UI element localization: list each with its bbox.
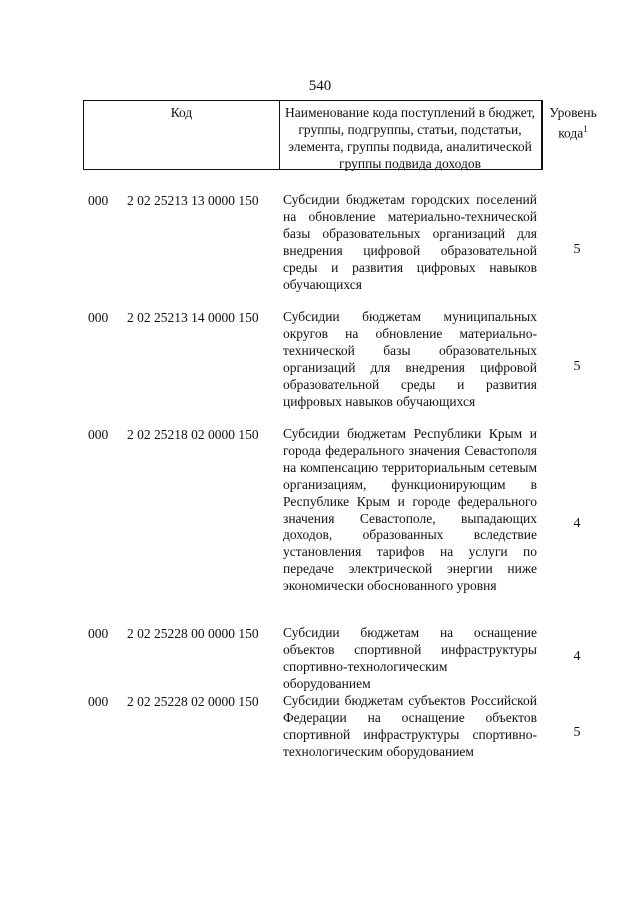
row-level: 4 [573,649,581,664]
row-code: 2 02 25228 00 0000 150 [127,626,259,641]
footnote-mark: 1 [583,124,588,134]
row-prefix: 000 [88,310,109,325]
row-name: Субсидии бюджетам субъектов Российской Федерации на оснащение объектов спортивной инфраструктуры спортивно-технологическим оборудованием [283,693,537,759]
header-level [542,104,604,142]
row-level: 5 [573,242,581,257]
row-code: 2 02 25213 13 0000 150 [127,193,259,208]
header-level-label: Уровень кода [549,105,597,141]
column-divider [279,101,280,169]
row-code: 2 02 25218 02 0000 150 [127,427,259,442]
page-number: 540 [308,78,332,94]
row-code: 2 02 25228 02 0000 150 [127,694,259,709]
row-prefix: 000 [88,694,109,709]
row-name: Субсидии бюджетам муниципальных округов на обновление материально-технической базы образовательных организаций для внедрения цифровой образовательной среды и развития цифровых навыков обучающихся [283,309,537,409]
row-name: Субсидии бюджетам Республики Крым и города федерального значения Севастополя на компенсацию территориальным сетевым организациям, функционирующим в Республике Крым и городе федерального значения Севастополе, выпадающих доходов, образованных вследствие установления тарифов на услуги по передаче электрической энергии ниже экономически обоснованного уровня [283,426,537,594]
row-level: 5 [573,725,581,740]
header-code: Код [170,105,193,120]
row-prefix: 000 [88,626,109,641]
row-name: Субсидии бюджетам на оснащение объектов спортивной инфраструктуры спортивно-технологическим оборудованием [283,625,537,691]
row-code: 2 02 25213 14 0000 150 [127,310,259,325]
row-level: 4 [573,516,581,531]
table-header [83,100,597,171]
row-prefix: 000 [88,193,109,208]
row-name: Субсидии бюджетам городских поселений на обновление материально-технической базы образовательных организаций для внедрения цифровой образовательной среды и развития цифровых навыков обучающихся [283,192,537,292]
header-name: Наименование кода поступлений в бюджет, группы, подгруппы, статьи, подстатьи, элемента, группы подвида, аналитической группы подвида доходов [284,105,535,171]
row-level: 5 [573,359,581,374]
row-prefix: 000 [88,427,109,442]
